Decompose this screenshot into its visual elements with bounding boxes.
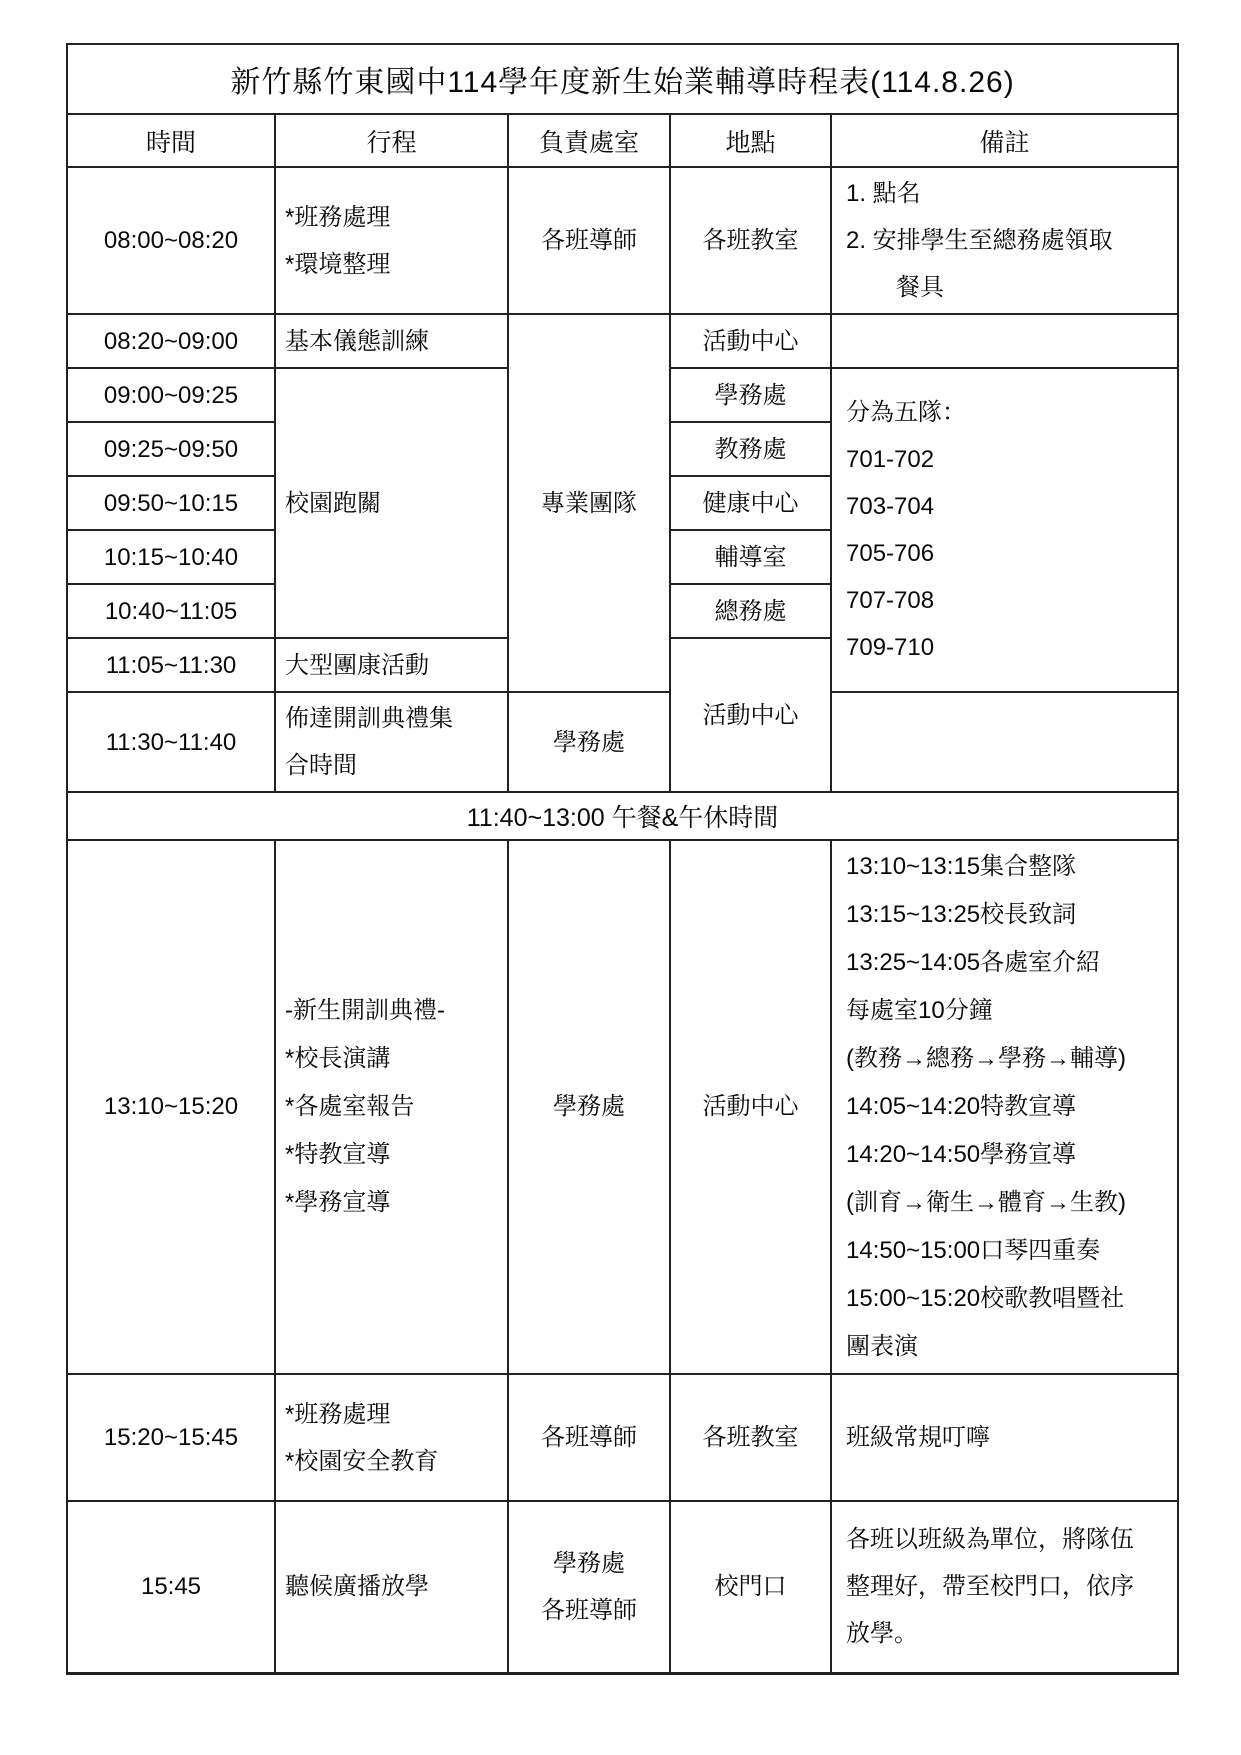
col-header-office: 負責處室 [508, 114, 670, 167]
office-cell [508, 692, 670, 792]
table-row [67, 840, 1178, 1374]
page-title: 新竹縣竹東國中114學年度新生始業輔導時程表(114.8.26) [67, 44, 1178, 114]
office-cell [508, 1374, 670, 1501]
text-line: 各班導師 [541, 227, 637, 254]
time-cell [67, 476, 275, 530]
location-cell [670, 314, 831, 368]
text-line: 13:15~13:25校長致詞 [846, 901, 1077, 928]
text-line: 大型團康活動 [285, 651, 429, 679]
location-cell [670, 584, 831, 638]
text-line: 2. 安排學生至總務處領取 [846, 227, 1113, 254]
location-cell [670, 368, 831, 422]
notes-cell-empty [831, 314, 1178, 368]
text-line: 校門口 [714, 1573, 787, 1601]
text-line: 學務處 [553, 1093, 625, 1120]
schedule-cell [275, 167, 508, 314]
text-line: 學務處 [553, 728, 625, 756]
notes-cell [831, 1374, 1178, 1501]
text-line: 13:25~14:05各處室介紹 [846, 949, 1101, 976]
office-cell [508, 840, 670, 1374]
text-line: *各處室報告 [285, 1093, 415, 1120]
text-line: 10:40~11:05 [104, 597, 238, 625]
text-line: 707-708 [846, 587, 935, 614]
time-cell [67, 1501, 275, 1673]
text-line: 活動中心 [702, 327, 799, 355]
time-cell [67, 840, 275, 1374]
text-line: 教務處 [714, 435, 787, 463]
text-line: 14:20~14:50學務宣導 [846, 1141, 1077, 1168]
text-line: 團表演 [846, 1333, 918, 1360]
text-line: -新生開訓典禮- [285, 997, 445, 1024]
col-header-remarks: 備註 [831, 114, 1178, 167]
text-line: 08:00~08:20 [103, 227, 239, 254]
col-header-location: 地點 [670, 114, 831, 167]
notes-cell-empty [831, 692, 1178, 792]
text-line: 聽候廣播放學 [285, 1573, 429, 1601]
table-row [67, 1374, 1178, 1501]
text-line: 14:50~15:00口琴四重奏 [846, 1237, 1101, 1264]
text-line: *校園安全教育 [285, 1447, 439, 1475]
table-row [67, 314, 1178, 368]
time-cell [67, 638, 275, 692]
schedule-cell [275, 1501, 508, 1673]
text-line: 703-704 [846, 493, 935, 520]
location-cell [670, 1501, 831, 1673]
time-cell [67, 530, 275, 584]
text-line: 1. 點名 [846, 180, 921, 207]
text-line: 11:05~11:30 [105, 651, 237, 679]
text-line: 健康中心 [702, 489, 799, 517]
office-cell-merged [508, 314, 670, 692]
text-line: 餐具 [896, 274, 944, 301]
text-line: 整理好，帶至校門口，依序 [846, 1573, 1134, 1601]
text-line: 各班導師 [541, 1424, 637, 1451]
schedule-cell [275, 1374, 508, 1501]
text-line: 09:00~09:25 [103, 381, 239, 409]
text-line: 活動中心 [702, 1093, 799, 1120]
text-line: 校園跑關 [285, 489, 381, 517]
notes-cell [831, 840, 1178, 1374]
text-line: 705-706 [846, 540, 935, 567]
table-row [67, 1501, 1178, 1673]
text-line: *班務處理 [285, 1400, 391, 1428]
office-cell [508, 167, 670, 314]
text-line: 08:20~09:00 [103, 327, 239, 355]
text-line: *特教宣導 [285, 1141, 391, 1168]
lunch-break-cell: 11:40~13:00 午餐&午休時間 [67, 792, 1178, 840]
text-line: 活動中心 [702, 701, 799, 729]
schedule-cell [275, 692, 508, 792]
time-cell [67, 368, 275, 422]
location-cell [670, 167, 831, 314]
location-cell [670, 1374, 831, 1501]
text-line: 15:00~15:20校歌教唱暨社 [846, 1285, 1125, 1312]
text-line: 13:10~15:20 [103, 1093, 239, 1120]
text-line: *校長演講 [285, 1045, 391, 1072]
time-cell [67, 584, 275, 638]
schedule-cell-merged [275, 368, 508, 638]
notes-cell [831, 167, 1178, 314]
schedule-cell [275, 840, 508, 1374]
time-cell [67, 1374, 275, 1501]
text-line: 總務處 [714, 597, 787, 625]
location-cell [670, 530, 831, 584]
time-cell [67, 314, 275, 368]
text-line: 各班教室 [702, 227, 799, 254]
table-row [67, 167, 1178, 314]
text-line: 學務處 [714, 381, 787, 409]
table-row [67, 692, 1178, 792]
text-line: *學務宣導 [285, 1189, 391, 1216]
text-line: 每處室10分鐘 [846, 997, 993, 1024]
text-line: 分為五隊： [846, 399, 966, 426]
time-cell [67, 167, 275, 314]
text-line: (教務→總務→學務→輔導) [846, 1045, 1126, 1072]
notes-cell-merged [831, 368, 1178, 692]
text-line: 學務處 [553, 1549, 625, 1577]
location-cell [670, 840, 831, 1374]
text-line: 基本儀態訓練 [285, 327, 429, 355]
location-cell [670, 422, 831, 476]
text-line: 各班導師 [541, 1596, 637, 1624]
text-line: 10:15~10:40 [103, 543, 239, 571]
text-line: *環境整理 [285, 250, 391, 278]
text-line: 各班教室 [702, 1424, 799, 1451]
text-line: 09:25~09:50 [103, 435, 239, 463]
text-line: 輔導室 [714, 543, 787, 571]
schedule-cell [275, 638, 508, 692]
text-line: 15:45 [140, 1573, 202, 1601]
text-line: 701-702 [846, 446, 935, 473]
time-cell [67, 692, 275, 792]
text-line: 14:05~14:20特教宣導 [846, 1093, 1077, 1120]
text-line: 班級常規叮嚀 [846, 1424, 990, 1451]
office-cell [508, 1501, 670, 1673]
schedule-cell [275, 314, 508, 368]
schedule-table [66, 43, 1179, 1675]
text-line: *班務處理 [285, 203, 391, 231]
text-line: 09:50~10:15 [103, 489, 239, 517]
text-line: 專業團隊 [541, 489, 637, 517]
col-header-itinerary: 行程 [275, 114, 508, 167]
text-line: 15:20~15:45 [103, 1424, 239, 1451]
text-line: 合時間 [285, 752, 357, 779]
text-line: 709-710 [846, 634, 935, 661]
lunch-break-row [67, 792, 1178, 840]
notes-cell [831, 1501, 1178, 1673]
text-line: 放學。 [846, 1620, 918, 1648]
location-cell-merged [670, 638, 831, 792]
location-cell [670, 476, 831, 530]
time-cell [67, 422, 275, 476]
text-line: 11:30~11:40 [105, 728, 237, 756]
text-line: 各班以班級為單位，將隊伍 [846, 1526, 1134, 1554]
text-line: 13:10~13:15集合整隊 [846, 853, 1077, 880]
col-header-time: 時間 [67, 114, 275, 167]
text-line: (訓育→衛生→體育→生教) [846, 1189, 1126, 1216]
text-line: 佈達開訓典禮集 [285, 705, 453, 732]
